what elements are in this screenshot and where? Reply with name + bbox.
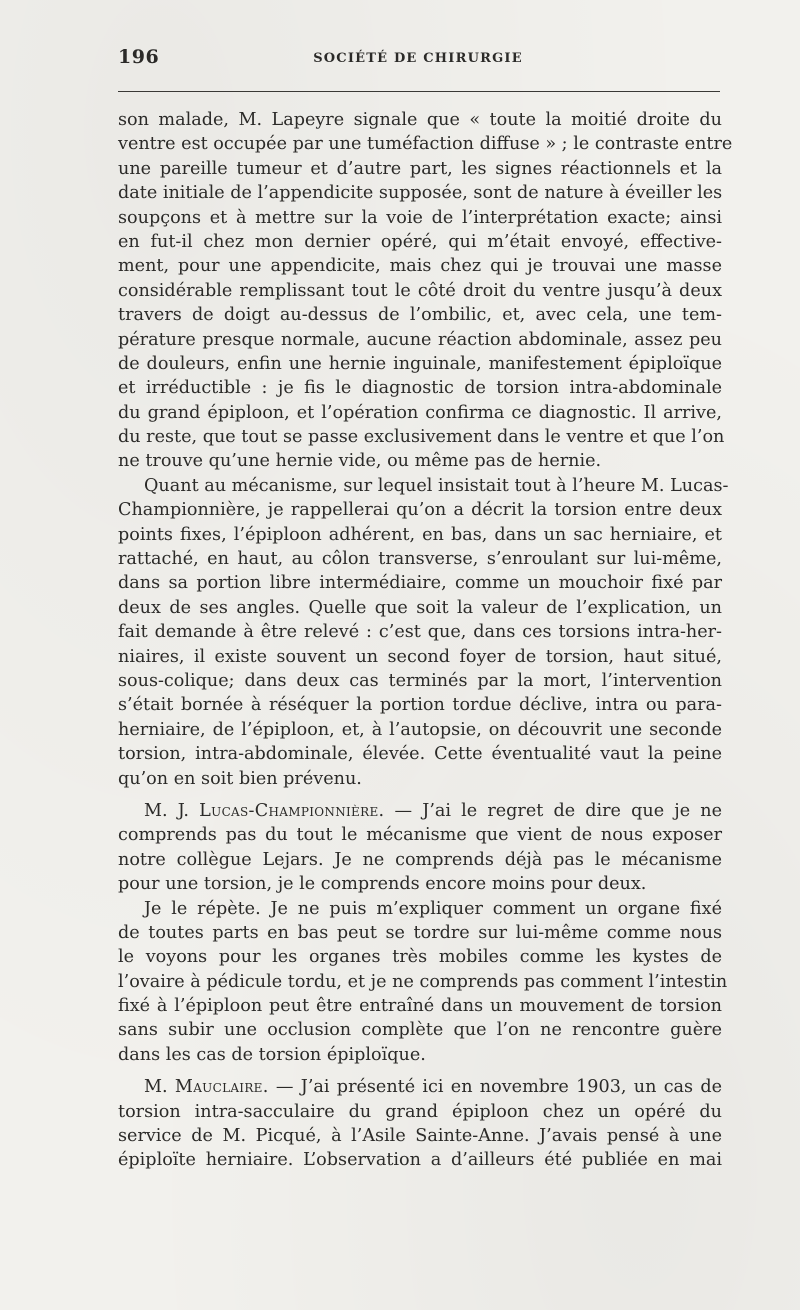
speech-text: — J’ai le regret de dire que je ne [384,800,722,821]
text-line: l’ovaire à pédicule tordu, et je ne comprends pas comment l’intestin [118,971,728,992]
text-line: fixé à l’épiploon peut être entraîné dans un mouvement de torsion [118,996,722,1017]
speaker-name: Mauclaire. [174,1077,269,1098]
text-line [118,1075,722,1099]
text-line: du reste, que tout se passe exclusivement dans le ventre et que l’on [118,427,725,448]
text-line: torsion intra-sacculaire du grand épiploon chez un opéré du [118,1101,722,1122]
text-line: points fixes, l’épiploon adhérent, en bas, dans un sac herniaire, et [118,524,722,545]
page-header [118,46,718,76]
text-line: dans sa portion libre intermédiaire, comme un mouchoir fixé par [118,573,722,594]
text-line: dans les cas de torsion épiploïque. [118,1044,426,1065]
text-line [118,799,722,823]
text-line: ne trouve qu’une hernie vide, ou même pas de hernie. [118,451,602,472]
text-line: fait demande à être relevé : c’est que, dans ces torsions intra-her- [118,622,722,643]
paragraph-gap [118,1067,722,1075]
speaker-prefix: M. J. [144,800,200,821]
speech-text: — J’ai présenté ici en novembre 1903, un cas de [268,1077,723,1098]
text-line: notre collègue Lejars. Je ne comprends déjà pas le mécanisme [118,849,722,870]
text-line: une pareille tumeur et d’autre part, les signes réactionnels et la [118,158,722,179]
text-line: herniaire, de l’épiploon, et, à l’autopsie, on découvrit une seconde [118,719,722,740]
speaker-name: Lucas-Championnière. [199,800,385,821]
text-line: et irréductible : je fis le diagnostic de torsion intra-abdominale [118,378,722,399]
text-line: sans subir une occlusion complète que l’on ne rencontre guère [118,1020,722,1041]
paragraph-2 [118,474,729,791]
text-line: s’était bornée à réséquer la portion tordue déclive, intra ou para- [118,695,722,716]
text-line: torsion, intra-abdominale, élevée. Cette éventualité vaut la peine [118,744,722,765]
text-line: son malade, M. Lapeyre signale que « toute la moitié droite du [118,110,722,130]
text-line: soupçons et à mettre sur la voie de l’interprétation exacte; ainsi [118,207,722,228]
paragraph-5 [118,1075,722,1173]
running-head: SOCIÉTÉ DE CHIRURGIE [313,51,523,66]
body-text [118,108,733,1173]
text-line: Championnière, je rappellerai qu’on a décrit la torsion entre deux [118,500,722,521]
text-line: pérature presque normale, aucune réaction abdominale, assez peu [118,329,722,350]
text-line: de toutes parts en bas peut se tordre sur lui-même comme nous [118,922,722,943]
text-line: Quant au mécanisme, sur lequel insistait tout à l’heure M. Lucas- [144,475,729,496]
text-line: date initiale de l’appendicite supposée, sont de nature à éveiller les [118,183,723,204]
header-rule [118,91,720,92]
page-number: 196 [118,46,160,68]
text-line: sous-colique; dans deux cas terminés par la mort, l’intervention [118,670,722,691]
text-line: du grand épiploon, et l’opération confirma ce diagnostic. Il arrive, [118,402,722,423]
text-line: qu’on en soit bien prévenu. [118,768,362,789]
paragraph-gap [118,791,722,799]
text-line: niaires, il existe souvent un second foyer de torsion, haut situé, [118,646,722,667]
text-line: ment, pour une appendicite, mais chez qui je trouvai une masse [118,256,722,277]
text-line: pour une torsion, je le comprends encore moins pour deux. [118,874,647,895]
text-line: épiploïte herniaire. L’observation a d’ailleurs été publiée en mai [118,1150,722,1171]
text-line: de douleurs, enfin une hernie inguinale, manifestement épiploïque [118,353,722,374]
text-line: travers de doigt au-dessus de l’ombilic, et, avec cela, une tem- [118,305,722,326]
paragraph-4 [118,897,728,1068]
paragraph-3 [118,799,722,897]
text-line: deux de ses angles. Quelle que soit la valeur de l’explication, un [118,597,722,618]
paragraph-1 [118,108,733,474]
speaker-prefix: M. [144,1077,175,1098]
text-line: rattaché, en haut, au côlon transverse, s’enroulant sur lui-même, [118,549,722,570]
text-line: le voyons pour les organes très mobiles comme les kystes de [118,947,722,968]
text-line: ventre est occupée par une tuméfaction diffuse » ; le contraste entre [118,134,733,155]
text-line: en fut-il chez mon dernier opéré, qui m’était envoyé, effective- [118,231,722,252]
text-line: service de M. Picqué, à l’Asile Sainte-Anne. J’avais pensé à une [118,1126,722,1147]
text-line: comprends pas du tout le mécanisme que vient de nous exposer [118,825,722,846]
text-line: Je le répète. Je ne puis m’expliquer comment un organe fixé [144,898,722,919]
text-line: considérable remplissant tout le côté droit du ventre jusqu’à deux [118,280,722,301]
